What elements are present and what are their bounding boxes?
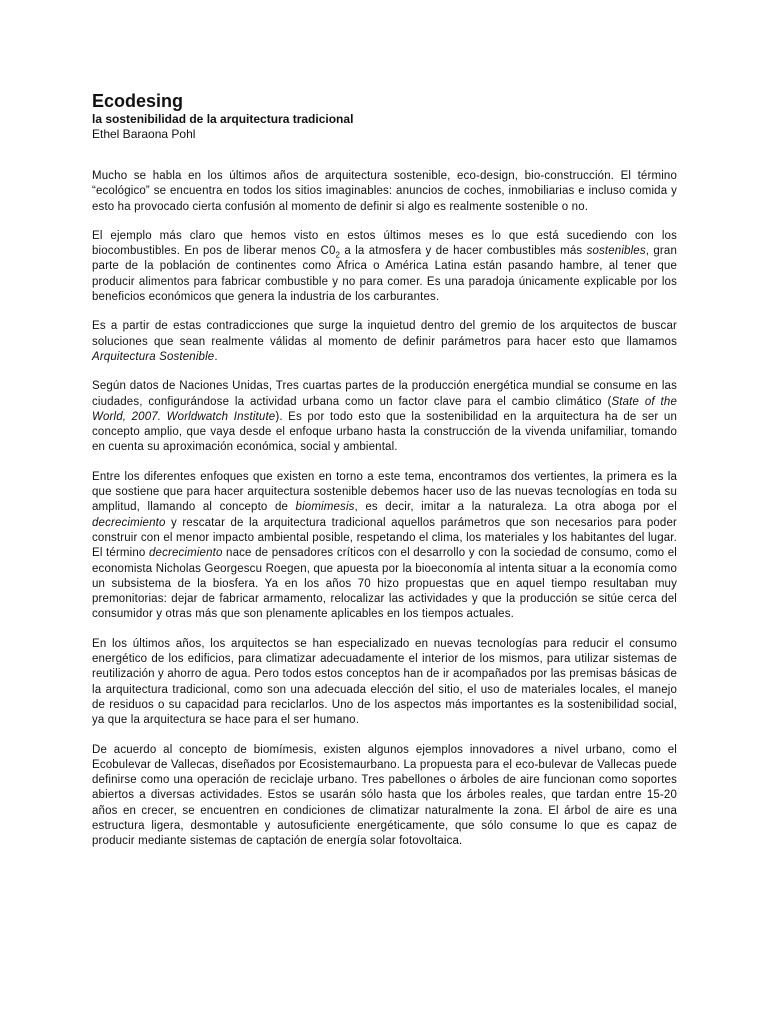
paragraph-2-text-b: a la atmosfera y de hacer combustibles más — [340, 245, 587, 258]
paragraph-3-italic: Arquitectura Sostenible — [92, 350, 215, 363]
paragraph-5-text-a: Entre los diferentes enfoques que existen en torno a este tema, encontramos dos vertientes, la primera es la que sostiene que para hacer arquitectura sostenible debemos hacer uso de las nuevas tecnologías en toda su amplitud, llamando al concepto de — [92, 470, 677, 514]
paragraph-3 — [92, 319, 677, 365]
paragraph-3-text-b: . — [214, 350, 218, 363]
paragraph-5 — [92, 470, 677, 623]
paragraph-5-text-c: y rescatar de la arquitectura tradicional aquellos parámetros que son necesarios para poder construir con el menor impacto ambiental posible, respetando el clima, los materiales y los habitantes del lugar. El término — [92, 516, 677, 560]
article-title: Ecodesing — [92, 91, 184, 111]
paragraph-2-italic: sostenibles — [586, 245, 646, 258]
paragraph-5-text-b: , es decir, imitar a la naturaleza. La otra aboga por el — [354, 501, 677, 514]
paragraph-4-text-a: Según datos de Naciones Unidas, Tres cuartas partes de la producción energética mundial se consume en las ciudades, configurándose la actividad urbana como un factor clave para el cambio climático ( — [92, 380, 677, 408]
paragraph-7-text-a: De acuerdo al concepto de biomímesis, existen algunos ejemplos innovadores a nivel urbano, como el — [92, 743, 677, 756]
paragraph-4-citation: State of the World, 2007. Worldwatch Institute — [92, 395, 677, 423]
paragraph-5-text-d: nace de pensadores críticos con el desarrollo y con la sociedad de consumo, como el economista Nicholas Georgescu Roegen, que apuesta por la bioeconomía al intenta situar a la economía como un subsistema de la biosfera. Ya en los años 70 hizo propuestas que en aquel tiempo resultaban muy premonitorias: dejar de fabricar armamento, relocalizar las actividades y que la producción se sitúe cerca del consumidor y otras más que son plenamente aplicables en los tiempos actuales. — [92, 547, 677, 621]
paragraph-2 — [92, 229, 677, 305]
paragraph-5-italic-1: biomimesis — [295, 501, 355, 514]
paragraph-2-text-c: , gran parte de la población de continentes como Africa o América Latina están pasando hambre, al tener que producir alimentos para fabricar combustible y no para comer. Es una paradoja únicamente explicable por los beneficios económicos que genera la industria de los carburantes. — [92, 245, 677, 304]
paragraph-7-text-b: , diseñados por Ecosistemaurbano. La propuesta para el eco-bulevar de Vallecas puede definirse como una operación de reciclaje urbano. Tres pabellones o árboles de aire funcionan como soportes abiertos a diversas actividades. Estos se usarán sólo hasta que los árboles reales, que tardan entre 15-20 años en crecer, se encuentren en condiciones de climatizar naturalmente la zona. El árbol de aire es una estructura ligera, desmontable y autosuficiente energéticamente, que sólo consume lo que es capaz de producir mediante sistemas de captación de energía solar fotovoltaica. — [92, 758, 677, 848]
paragraph-3-text-a: Es a partir de estas contradicciones que surge la inquietud dentro del gremio de los arquitectos de buscar soluciones que sean realmente válidas al momento de definir parámetros para hacer esto que llamamos — [92, 320, 677, 348]
paragraph-7 — [92, 743, 677, 850]
paragraph-1: Mucho se habla en los últimos años de arquitectura sostenible, eco-design, bio-construcción. El término “ecológico” se encuentra en todos los sitios imaginables: anuncios de coches, inmobiliarias e incluso comida y esto ha provocado cierta confusión al momento de definir si algo es realmente sostenible o no. — [92, 170, 677, 213]
paragraph-5-italic-2: decrecimiento — [92, 516, 166, 529]
article-author: Ethel Baraona Pohl — [92, 127, 196, 141]
ecobulevar-name: Ecobulevar de Vallecas — [92, 758, 215, 771]
paragraph-6: En los últimos años, los arquitectos se han especializado en nuevas tecnologías para reducir el consumo energético de los edificios, para climatizar adecuadamente el interior de los mismos, para utilizar sistemas de reutilización y ahorro de agua. Pero todos estos conceptos han de ir acompañados por las premisas básicas de la arquitectura tradicional, como son una adecuada elección del sitio, el uso de materiales locales, el manejo de residuos o su capacidad para reciclarlos. Uno de los aspectos más importantes es la sostenibilidad social, ya que la arquitectura se hace para el ser humano. — [92, 637, 677, 727]
co2-subscript: 2 — [335, 250, 341, 260]
paragraph-5-italic-3: decrecimiento — [148, 547, 223, 560]
paragraph-4 — [92, 379, 677, 455]
paragraph-2-text-a: El ejemplo más claro que hemos visto en estos últimos meses es lo que está sucediendo con los biocombustibles. En pos de liberar menos C0 — [92, 229, 677, 258]
article — [92, 90, 677, 864]
article-subtitle: la sostenibilidad de la arquitectura tradicional — [92, 112, 354, 126]
paragraph-4-text-b: ). Es por todo esto que la sostenibilidad en la arquitectura ha de ser un concepto amplio, que vaya desde el enfoque urbano hasta la construcción de la vivenda unifamiliar, tomando en cuenta su aproximación económica, social y ambiental. — [92, 410, 677, 454]
